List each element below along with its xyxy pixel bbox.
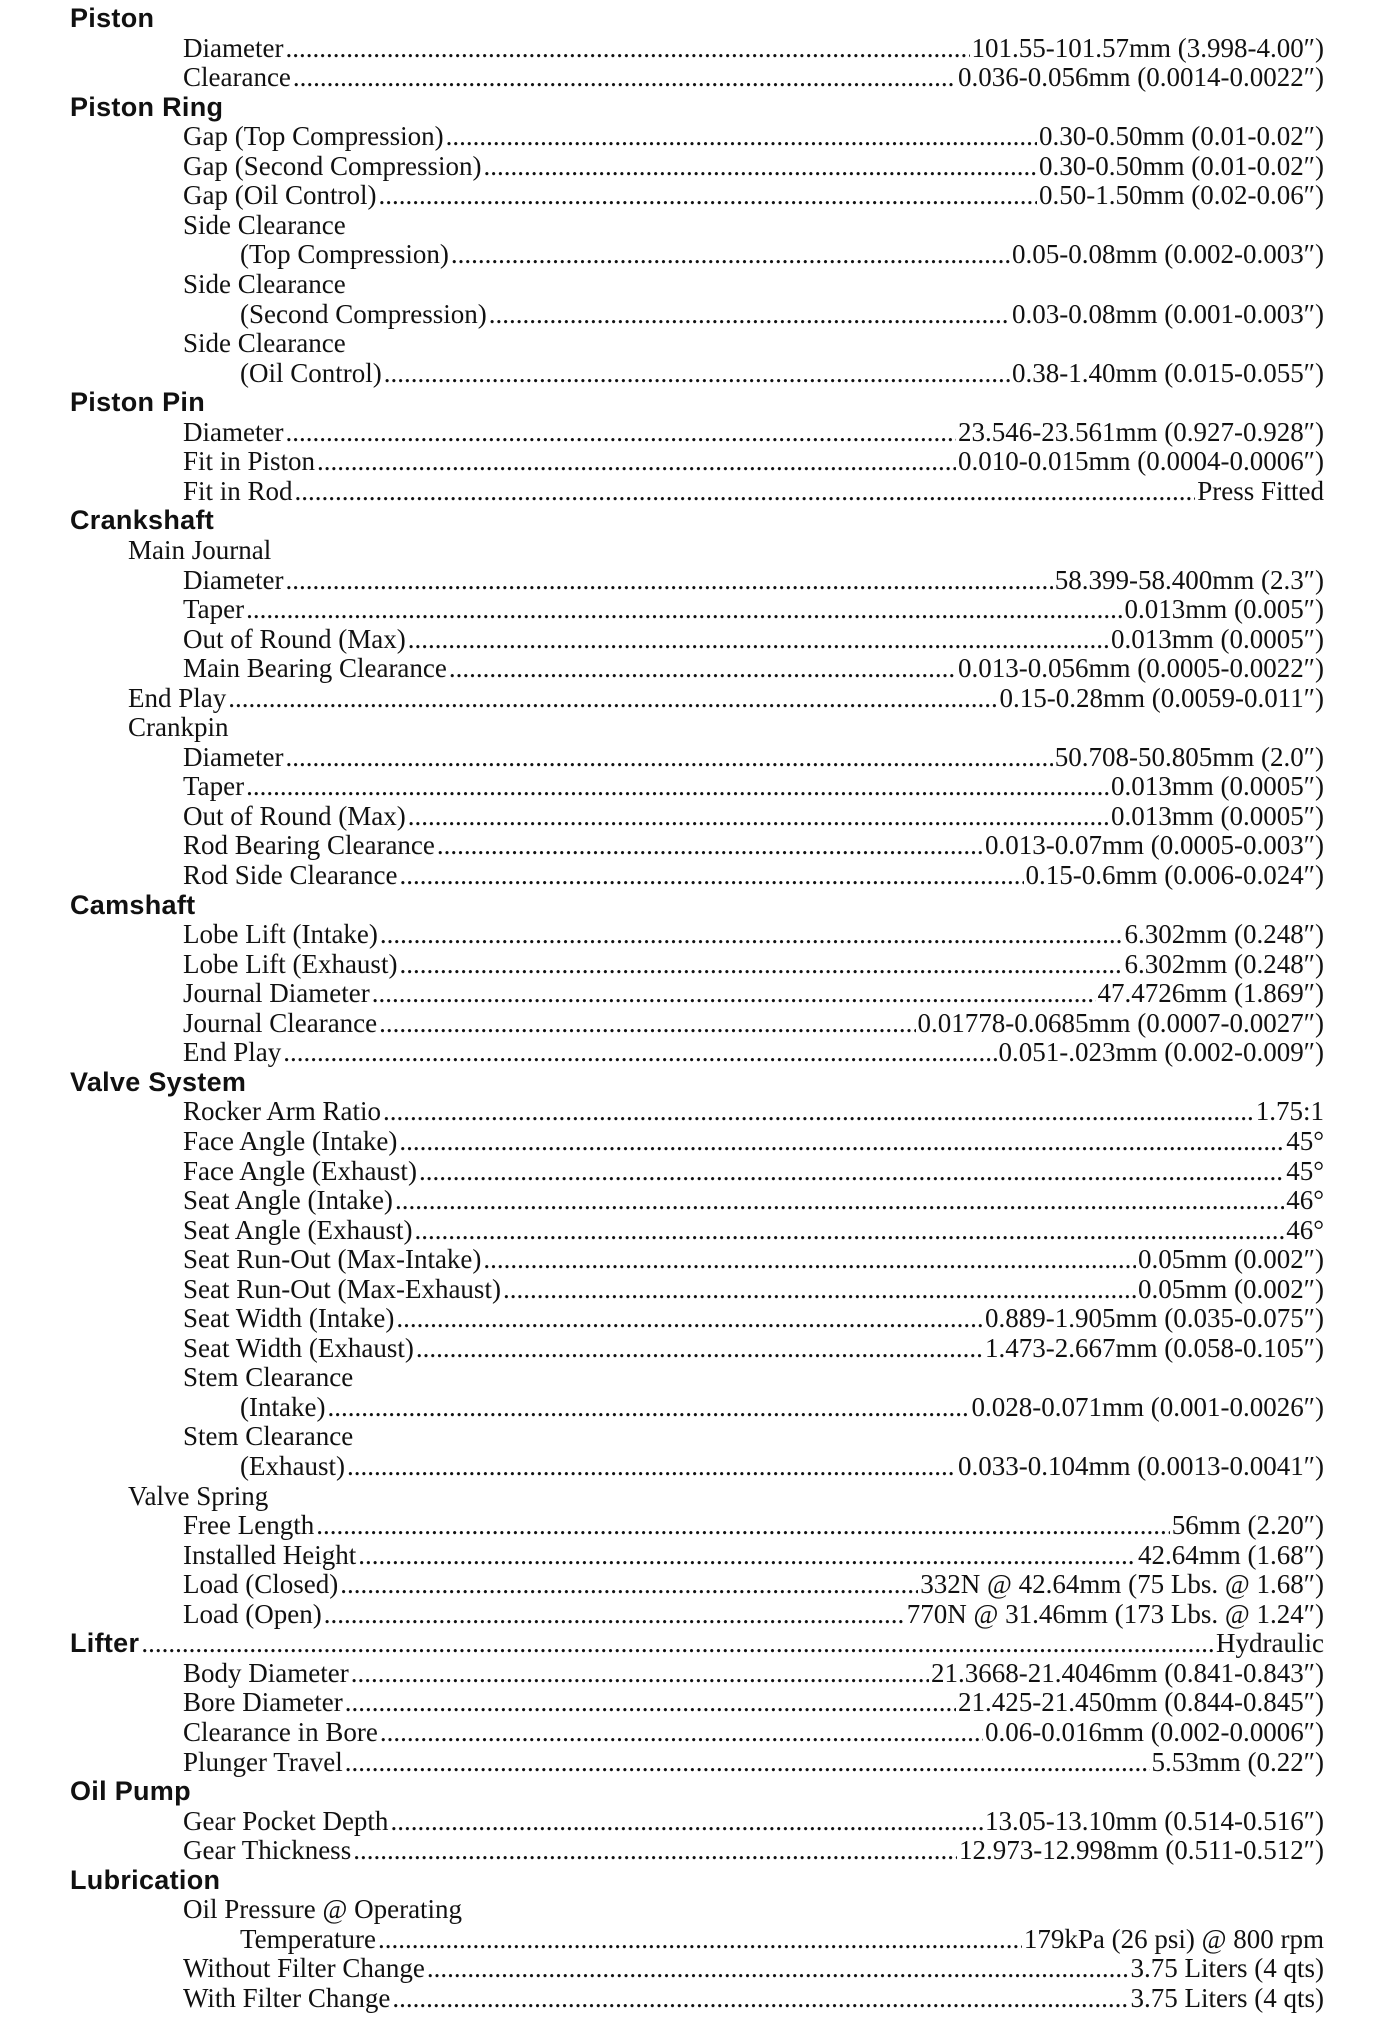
spec-row: Gear Pocket Depth ..... 13.05-13.10mm (0.514-0.516″): [183, 1807, 1324, 1836]
section-heading-oil-pump: Oil Pump: [70, 1776, 191, 1806]
spec-row: Diameter ..... 101.55-101.57mm (3.998-4.00″): [183, 34, 1324, 63]
spec-row: Seat Angle (Intake) ..... 46°: [183, 1186, 1324, 1215]
spec-row: Seat Angle (Exhaust) ..... 46°: [183, 1216, 1324, 1245]
spec-row: Without Filter Change ..... 3.75 Liters (4 qts): [183, 1954, 1324, 1983]
spec-row: Rod Bearing Clearance ..... 0.013-0.07mm (0.0005-0.003″): [183, 831, 1324, 860]
spec-label: Side Clearance: [183, 268, 346, 299]
spec-row: Load (Open) ..... 770N @ 31.46mm (173 Lbs. @ 1.24″): [183, 1600, 1324, 1629]
spec-row: Face Angle (Exhaust) ..... 45°: [183, 1157, 1324, 1186]
section-heading-piston-pin: Piston Pin: [70, 387, 206, 418]
spec-row: Fit in Rod ..... Press Fitted: [183, 477, 1324, 506]
spec-row: Gear Thickness ..... 12.973-12.998mm (0.511-0.512″): [183, 1836, 1324, 1865]
spec-row: Main Bearing Clearance ..... 0.013-0.056mm (0.0005-0.0022″): [183, 654, 1324, 683]
section-heading-lifter: Lifter ..... Hydraulic: [70, 1629, 1324, 1658]
spec-row: Taper ..... 0.013mm (0.0005″): [183, 772, 1324, 801]
spec-row: Seat Width (Intake) ..... 0.889-1.905mm (0.035-0.075″): [183, 1304, 1324, 1333]
spec-row: Out of Round (Max) ..... 0.013mm (0.0005″): [183, 625, 1324, 654]
spec-row: Clearance ..... 0.036-0.056mm (0.0014-0.0022″): [183, 63, 1324, 92]
spec-row: Lobe Lift (Intake) ..... 6.302mm (0.248″): [183, 920, 1324, 949]
spec-row: With Filter Change ..... 3.75 Liters (4 qts): [183, 1984, 1324, 2013]
spec-row: Installed Height ..... 42.64mm (1.68″): [183, 1541, 1324, 1570]
spec-row: Face Angle (Intake) ..... 45°: [183, 1127, 1324, 1156]
spec-row: (Second Compression) ..... 0.03-0.08mm (0.001-0.003″): [240, 300, 1324, 329]
spec-row: (Intake) ..... 0.028-0.071mm (0.001-0.0026″): [240, 1393, 1324, 1422]
spec-row: Load (Closed) ..... 332N @ 42.64mm (75 Lbs. @ 1.68″): [183, 1570, 1324, 1599]
spec-row: Diameter ..... 58.399-58.400mm (2.3″): [183, 566, 1324, 595]
spec-label: Side Clearance: [183, 328, 346, 359]
spec-row: Bore Diameter ..... 21.425-21.450mm (0.844-0.845″): [183, 1688, 1324, 1717]
spec-row: Plunger Travel ..... 5.53mm (0.22″): [183, 1748, 1324, 1777]
spec-row: Taper ..... 0.013mm (0.005″): [183, 595, 1324, 624]
spec-row: Seat Width (Exhaust) ..... 1.473-2.667mm (0.058-0.105″): [183, 1334, 1324, 1363]
spec-row: Clearance in Bore ..... 0.06-0.016mm (0.002-0.0006″): [183, 1718, 1324, 1747]
spec-row: Free Length ..... 56mm (2.20″): [183, 1511, 1324, 1540]
spec-row: Gap (Top Compression) ..... 0.30-0.50mm (0.01-0.02″): [183, 122, 1324, 151]
subheading-valve-spring: Valve Spring: [128, 1480, 269, 1511]
spec-label: Stem Clearance: [183, 1362, 354, 1393]
spec-row: Journal Diameter ..... 47.4726mm (1.869″): [183, 979, 1324, 1008]
spec-row: Seat Run-Out (Max-Intake) ..... 0.05mm (0.002″): [183, 1245, 1324, 1274]
subheading-main-journal: Main Journal: [128, 534, 272, 565]
subheading-crankpin: Crankpin: [128, 712, 229, 743]
section-heading-valve-system: Valve System: [70, 1066, 247, 1097]
spec-row: (Oil Control) ..... 0.38-1.40mm (0.015-0.055″): [240, 359, 1324, 388]
spec-row: Journal Clearance ..... 0.01778-0.0685mm (0.0007-0.0027″): [183, 1009, 1324, 1038]
spec-row: Out of Round (Max) ..... 0.013mm (0.0005″): [183, 802, 1324, 831]
spec-row: Temperature ..... 179kPa (26 psi) @ 800 rpm: [240, 1925, 1324, 1954]
spec-row: End Play ..... 0.051-.023mm (0.002-0.009″): [183, 1038, 1324, 1067]
spec-row: Rocker Arm Ratio ..... 1.75:1: [183, 1097, 1324, 1126]
spec-label: Stem Clearance: [183, 1421, 354, 1452]
spec-label: Oil Pressure @ Operating: [183, 1894, 463, 1925]
spec-row: Gap (Oil Control) ..... 0.50-1.50mm (0.02-0.06″): [183, 181, 1324, 210]
section-heading-piston: Piston: [70, 3, 155, 33]
spec-row: End Play ..... 0.15-0.28mm (0.0059-0.011″): [128, 684, 1324, 713]
spec-row: Diameter ..... 50.708-50.805mm (2.0″): [183, 743, 1324, 772]
spec-row: Lobe Lift (Exhaust) ..... 6.302mm (0.248″): [183, 950, 1324, 979]
section-heading-piston-ring: Piston Ring: [70, 91, 224, 122]
spec-row: Fit in Piston ..... 0.010-0.015mm (0.0004-0.0006″): [183, 447, 1324, 476]
spec-label: Side Clearance: [183, 209, 346, 240]
spec-row: Diameter ..... 23.546-23.561mm (0.927-0.928″): [183, 418, 1324, 447]
spec-row: Seat Run-Out (Max-Exhaust) ..... 0.05mm (0.002″): [183, 1275, 1324, 1304]
spec-row: (Exhaust) ..... 0.033-0.104mm (0.0013-0.0041″): [240, 1452, 1324, 1481]
section-heading-camshaft: Camshaft: [70, 889, 196, 920]
section-heading-lubrication: Lubrication: [70, 1864, 221, 1895]
spec-row: (Top Compression) ..... 0.05-0.08mm (0.002-0.003″): [240, 240, 1324, 269]
spec-row: Body Diameter ..... 21.3668-21.4046mm (0.841-0.843″): [183, 1659, 1324, 1688]
spec-row: Gap (Second Compression) ..... 0.30-0.50mm (0.01-0.02″): [183, 152, 1324, 181]
spec-row: Rod Side Clearance ..... 0.15-0.6mm (0.006-0.024″): [183, 861, 1324, 890]
section-heading-crankshaft: Crankshaft: [70, 505, 215, 536]
